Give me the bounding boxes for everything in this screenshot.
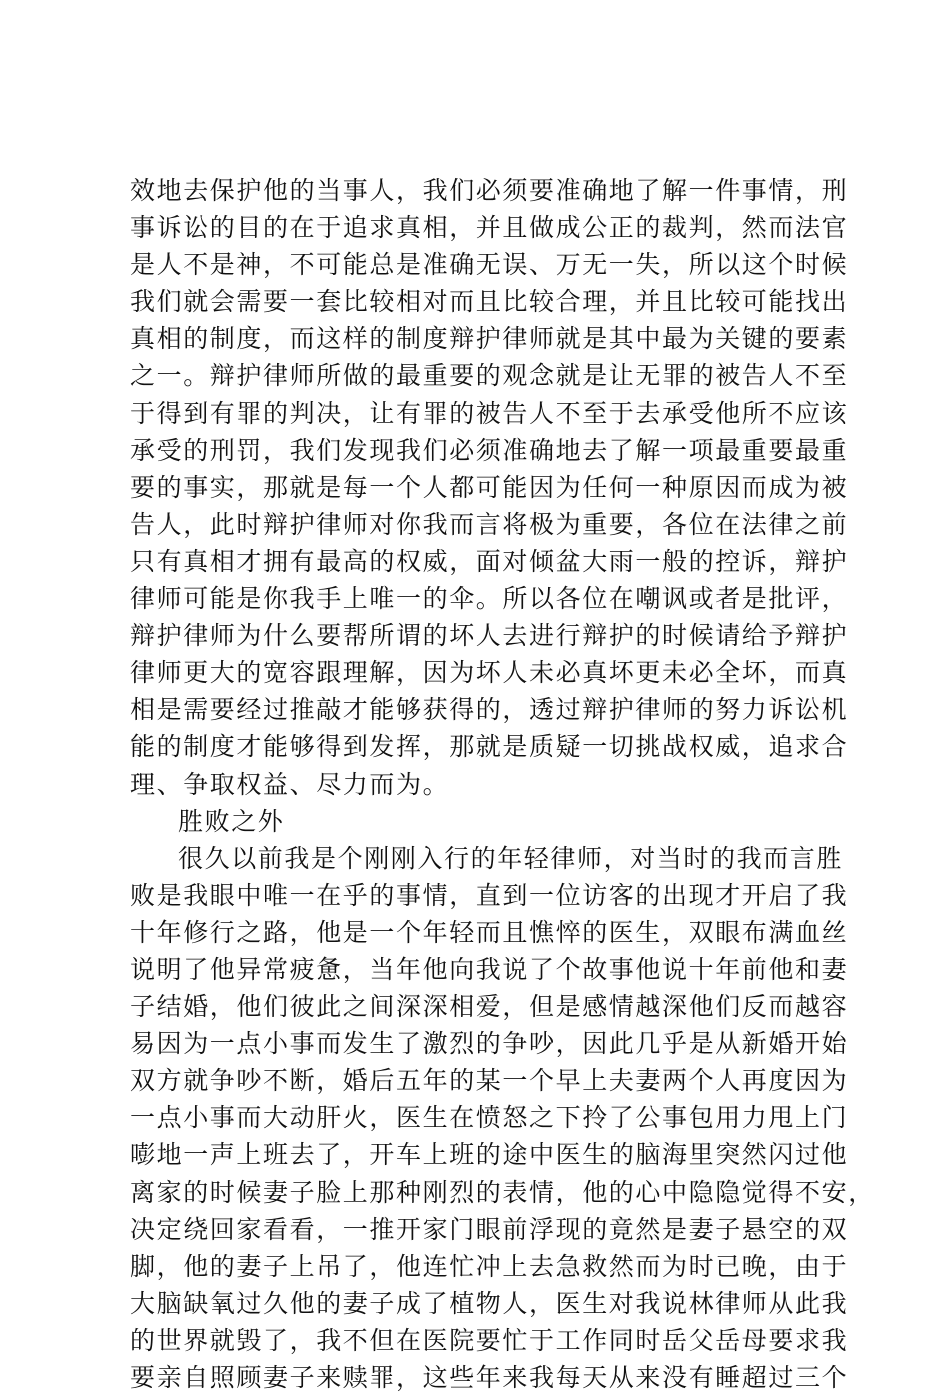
- text-line: 要的事实，那就是每一个人都可能因为任何一种原因而成为被: [130, 472, 849, 502]
- text-line: 告人，此时辩护律师对你我而言将极为重要，各位在法律之前: [130, 509, 849, 539]
- text-line: 子结婚，他们彼此之间深深相爱，但是感情越深他们反而越容: [130, 992, 849, 1022]
- text-line: 相是需要经过推敲才能够获得的，透过辩护律师的努力诉讼机: [130, 695, 849, 725]
- text-line: 能的制度才能够得到发挥，那就是质疑一切挑战权威，追求合: [130, 732, 849, 762]
- text-line: 真相的制度，而这样的制度辩护律师就是其中最为关键的要素: [130, 324, 849, 354]
- text-line: 脚，他的妻子上吊了，他连忙冲上去急救然而为时已晚，由于: [130, 1251, 849, 1281]
- text-line: 要亲自照顾妻子来赎罪，这些年来我每天从来没有睡超过三个: [130, 1363, 849, 1392]
- text-line: 之一。辩护律师所做的最重要的观念就是让无罪的被告人不至: [130, 361, 849, 391]
- text-line: 承受的刑罚，我们发现我们必须准确地去了解一项最重要最重: [130, 435, 849, 465]
- text-line: 效地去保护他的当事人，我们必须要准确地了解一件事情，刑: [130, 176, 849, 205]
- text-line: 嘭地一声上班去了，开车上班的途中医生的脑海里突然闪过他: [130, 1140, 849, 1170]
- text-line: 一点小事而大动肝火，医生在愤怒之下拎了公事包用力甩上门: [130, 1103, 849, 1133]
- text-line: 只有真相才拥有最高的权威，面对倾盆大雨一般的控诉，辩护: [130, 546, 849, 576]
- text-line: 大脑缺氧过久他的妻子成了植物人，医生对我说林律师从此我: [130, 1288, 849, 1318]
- text-line: 离家的时候妻子脸上那种刚烈的表情，他的心中隐隐觉得不安，: [130, 1177, 875, 1207]
- paragraph-first-line: 很久以前我是个刚刚入行的年轻律师，对当时的我而言胜: [178, 843, 844, 873]
- text-line: 的世界就毁了，我不但在医院要忙于工作同时岳父岳母要求我: [130, 1325, 849, 1355]
- text-line: 败是我眼中唯一在乎的事情，直到一位访客的出现才开启了我: [130, 880, 849, 910]
- text-line: 于得到有罪的判决，让有罪的被告人不至于去承受他所不应该: [130, 398, 849, 428]
- text-line: 双方就争吵不断，婚后五年的某一个早上夫妻两个人再度因为: [130, 1066, 849, 1096]
- text-line: 是人不是神，不可能总是准确无误、万无一失，所以这个时候: [130, 250, 849, 280]
- text-line: 易因为一点小事而发生了激烈的争吵，因此几乎是从新婚开始: [130, 1029, 849, 1059]
- text-line: 事诉讼的目的在于追求真相，并且做成公正的裁判，然而法官: [130, 213, 849, 243]
- text-line: 说明了他异常疲惫，当年他向我说了个故事他说十年前他和妻: [130, 954, 849, 984]
- text-line: 律师可能是你我手上唯一的伞。所以各位在嘲讽或者是批评，: [130, 584, 849, 614]
- section-heading: 胜败之外: [178, 806, 285, 836]
- text-line: 辩护律师为什么要帮所谓的坏人去进行辩护的时候请给予辩护: [130, 621, 849, 651]
- paragraph-end-line: 理、争取权益、尽力而为。: [130, 769, 450, 799]
- text-line: 决定绕回家看看，一推开家门眼前浮现的竟然是妻子悬空的双: [130, 1214, 849, 1244]
- text-line: 十年修行之路，他是一个年轻而且憔悴的医生，双眼布满血丝: [130, 917, 849, 947]
- text-line: 我们就会需要一套比较相对而且比较合理，并且比较可能找出: [130, 287, 849, 317]
- document-body: [130, 172, 875, 1396]
- text-line: 律师更大的宽容跟理解，因为坏人未必真坏更未必全坏，而真: [130, 658, 849, 688]
